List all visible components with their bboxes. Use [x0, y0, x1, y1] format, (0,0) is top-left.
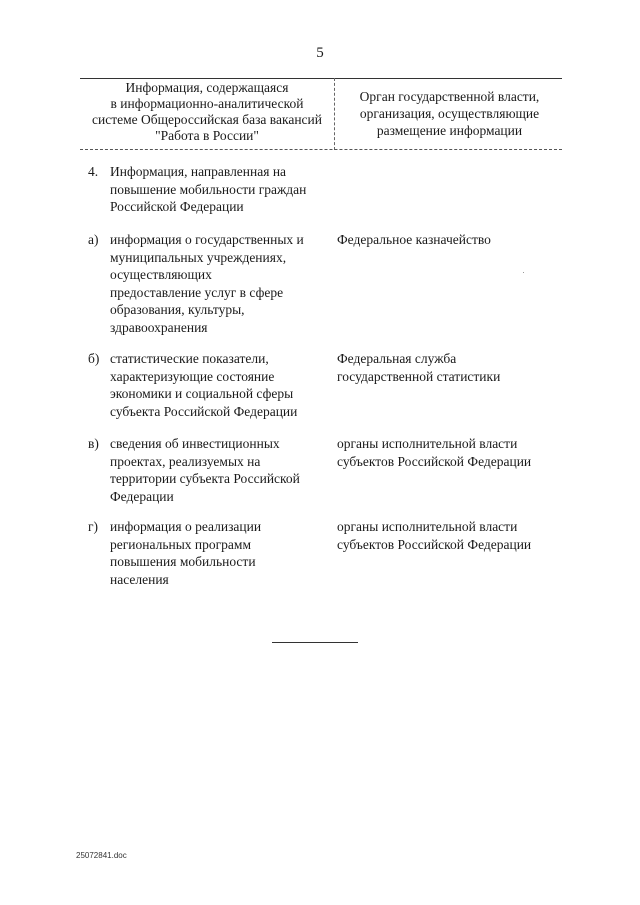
- header-line: Орган государственной власти,: [359, 89, 540, 104]
- header-line: в информационно-аналитической: [110, 96, 304, 111]
- text-line: повышение мобильности граждан: [110, 181, 307, 197]
- item-mark: а): [88, 232, 99, 247]
- row-a-information: [88, 231, 328, 336]
- speck-mark: [523, 272, 524, 273]
- text-line: образования, культуры,: [110, 302, 245, 317]
- header-line: Информация, содержащаяся: [125, 80, 289, 95]
- header-line: системе Общероссийская база вакансий: [92, 112, 322, 127]
- text-line: населения: [110, 571, 169, 587]
- text-line: информация о реализации: [110, 519, 262, 534]
- text-line: субъектов Российской Федерации: [337, 536, 532, 552]
- text-line: информация о государственных и: [110, 232, 304, 247]
- header-col-information: [80, 80, 334, 144]
- text-line: экономики и социальной сферы: [110, 386, 294, 401]
- file-code: 25072841.doc: [76, 851, 127, 860]
- page-number: 5: [316, 45, 324, 61]
- text-line: органы исполнительной власти: [337, 519, 518, 534]
- row-v-information: [88, 435, 328, 505]
- row-b-information: [88, 350, 328, 420]
- item-text: [110, 518, 328, 588]
- row-v-authority: [337, 435, 567, 470]
- row-g-information: [88, 518, 328, 588]
- row-g-authority: [337, 518, 567, 553]
- header-col-authority: [337, 88, 562, 139]
- text-line: статистические показатели,: [110, 351, 269, 366]
- text-line: субъекта Российской Федерации: [110, 403, 298, 419]
- item-text: [110, 231, 328, 336]
- header-line: организация, осуществляющие: [359, 106, 540, 121]
- end-of-document-rule: [272, 642, 358, 643]
- text-line: Российской Федерации: [110, 199, 244, 214]
- row-a-authority: [337, 231, 567, 249]
- text-line: органы исполнительной власти: [337, 436, 518, 451]
- text-line: Информация, направленная на: [110, 164, 287, 179]
- item-mark: в): [88, 436, 99, 451]
- text-line: здравоохранения: [110, 319, 208, 335]
- text-line: муниципальных учреждениях,: [110, 249, 287, 265]
- text-line: проектах, реализуемых на: [110, 453, 261, 469]
- header-line: "Работа в России": [155, 128, 259, 143]
- text-line: территории субъекта Российской: [110, 471, 300, 486]
- text-line: Федерации: [110, 488, 174, 504]
- item-text: [110, 435, 328, 505]
- text-line: государственной статистики: [337, 368, 501, 384]
- text-line: Федеральное казначейство: [337, 232, 491, 247]
- section-text: [110, 163, 328, 216]
- text-line: повышения мобильности: [110, 554, 256, 569]
- text-line: субъектов Российской Федерации: [337, 453, 532, 469]
- item-text: [110, 350, 328, 420]
- section-heading: [88, 163, 328, 216]
- row-b-authority: [337, 350, 567, 385]
- text-line: сведения об инвестиционных: [110, 436, 280, 451]
- item-mark: г): [88, 519, 99, 534]
- text-line: Федеральная служба: [337, 351, 457, 366]
- text-line: предоставление услуг в сфере: [110, 284, 284, 300]
- text-line: региональных программ: [110, 536, 251, 552]
- table-top-rule: [80, 78, 562, 79]
- column-divider: [334, 78, 335, 150]
- table-header-rule: [80, 149, 562, 150]
- section-number: 4.: [88, 164, 99, 179]
- header-line: размещение информации: [376, 123, 523, 138]
- text-line: характеризующие состояние: [110, 368, 275, 384]
- item-mark: б): [88, 351, 100, 366]
- text-line: осуществляющих: [110, 267, 212, 282]
